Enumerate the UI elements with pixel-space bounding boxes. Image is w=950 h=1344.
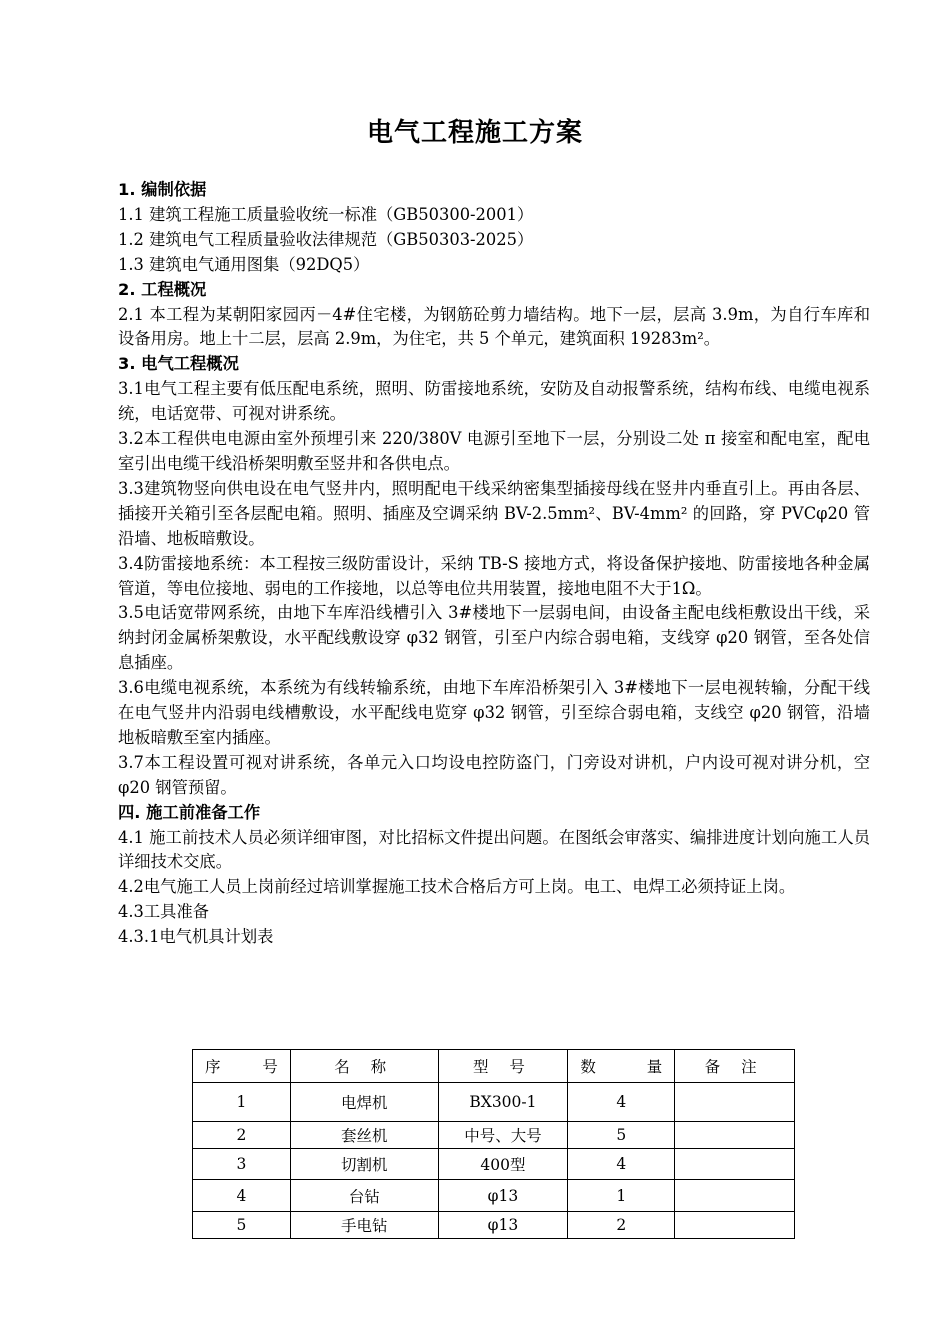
reference-item: 1.3 建筑电气通用图集（92DQ5） [118,254,370,274]
table-row [193,1212,795,1239]
reference-item: 1.2 建筑电气工程质量验收法律规范（GB50303-2025） [118,229,534,249]
paragraph-4-3: 4.3工具准备 [118,902,210,922]
header-name: 名 称 [290,1050,438,1083]
paragraph-4-1: 4.1 施工前技术人员必须详细审图，对比招标文件提出问题。在图纸会审落实、编排进度计划向施工人员详细技术交底。 [118,827,870,872]
cell-model: φ13 [438,1180,568,1212]
heading-electrical-overview: 3. 电气工程概况 [118,354,239,374]
cell-note [675,1212,795,1239]
cell-seq: 4 [193,1180,291,1212]
equipment-plan-table [192,1049,795,1239]
header-note: 备 注 [675,1050,795,1083]
cell-qty: 4 [568,1083,675,1122]
cell-qty: 1 [568,1180,675,1212]
cell-seq: 1 [193,1083,291,1122]
paragraph-3-6: 3.6电缆电视系统，本系统为有线转输系统，由地下车库沿桥架引入 3#楼地下一层电视转输，分配干线在电气竖井内沿弱电线槽敷设，水平配线电览穿 φ32 钢管，引至综合弱电箱，支线空 φ20 钢管，沿墙地板暗敷至室内插座。 [118,678,870,747]
table-row [193,1083,795,1122]
cell-note [675,1180,795,1212]
table-row [193,1122,795,1149]
cell-qty: 4 [568,1149,675,1180]
header-qty: 数 量 [568,1050,675,1083]
paragraph-3-7: 3.7本工程设置可视对讲系统，各单元入口均设电控防盗门，门旁设对讲机，户内设可视对讲分机，空 φ20 钢管预留。 [118,752,870,797]
heading-compilation-basis: 1. 编制依据 [118,180,207,199]
table-row [193,1149,795,1180]
paragraph-3-4: 3.4防雷接地系统：本工程按三级防雷设计，采纳 TB-S 接地方式，将设备保护接地、防雷接地各种金属管道，等电位接地、弱电的工作接地，以总等电位共用装置，接地电阻不大于1Ω。 [118,553,870,598]
paragraph-3-2: 3.2本工程供电电源由室外预埋引来 220/380V 电源引至地下一层，分别设二处 π 接室和配电室，配电室引出电缆干线沿桥架明敷至竖井和各供电点。 [118,429,870,473]
cell-name: 切割机 [290,1149,438,1180]
heading-project-overview: 2. 工程概况 [118,279,207,299]
paragraph-3-5: 3.5电话宽带网系统，由地下车库沿线槽引入 3#楼地下一层弱电间，由设备主配电线柜敷设出干线，采纳封闭金属桥架敷设，水平配线敷设穿 φ32 钢管，引至户内综合弱电箱，支线穿 φ20 钢管，至各处信息插座。 [118,603,870,673]
paragraph-4-2: 4.2电气施工人员上岗前经过培训掌握施工技术合格后方可上岗。电工、电焊工必须持证上岗。 [118,877,796,897]
table-header-row [193,1050,795,1083]
cell-name: 电焊机 [290,1083,438,1122]
cell-model: φ13 [438,1212,568,1239]
cell-qty: 5 [568,1122,675,1149]
cell-note [675,1149,795,1180]
paragraph-3-3: 3.3建筑物竖向供电设在电气竖井内，照明配电干线采纳密集型插接母线在竖井内垂直引上。再由各层、插接开关箱引至各层配电箱。照明、插座及空调采纳 BV-2.5mm²、BV-4mm² 的回路，穿 PVCφ20 管沿墙、地板暗敷设。 [118,478,870,548]
cell-seq: 2 [193,1122,291,1149]
cell-name: 台钻 [290,1180,438,1212]
cell-note [675,1083,795,1122]
paragraph-3-1: 3.1电气工程主要有低压配电系统，照明、防雷接地系统，安防及自动报警系统，结构布线、电缆电视系统，电话宽带、可视对讲系统。 [118,379,870,424]
cell-seq: 3 [193,1149,291,1180]
cell-model: 中号、大号 [438,1122,568,1149]
cell-model: 400型 [438,1149,568,1180]
cell-seq: 5 [193,1212,291,1239]
page-title: 电气工程施工方案 [366,118,583,148]
header-seq: 序 号 [193,1050,291,1083]
reference-item: 1.1 建筑工程施工质量验收统一标准（GB50300-2001） [118,204,534,224]
paragraph-2-1: 2.1 本工程为某朝阳家园丙－4#住宅楼，为钢筋砼剪力墙结构。地下一层，层高 3.9m，为自行车库和设备用房。地上十二层，层高 2.9m，为住宅，共 5 个单元，建筑面积 19283m²。 [118,304,870,349]
cell-name: 套丝机 [290,1122,438,1149]
heading-preparation: 四. 施工前准备工作 [118,802,261,822]
header-model: 型 号 [438,1050,568,1083]
cell-model: BX300-1 [438,1083,568,1122]
document-body [118,178,870,950]
paragraph-4-3-1: 4.3.1电气机具计划表 [118,927,274,947]
cell-qty: 2 [568,1212,675,1239]
cell-note [675,1122,795,1149]
table-row [193,1180,795,1212]
cell-name: 手电钻 [290,1212,438,1239]
